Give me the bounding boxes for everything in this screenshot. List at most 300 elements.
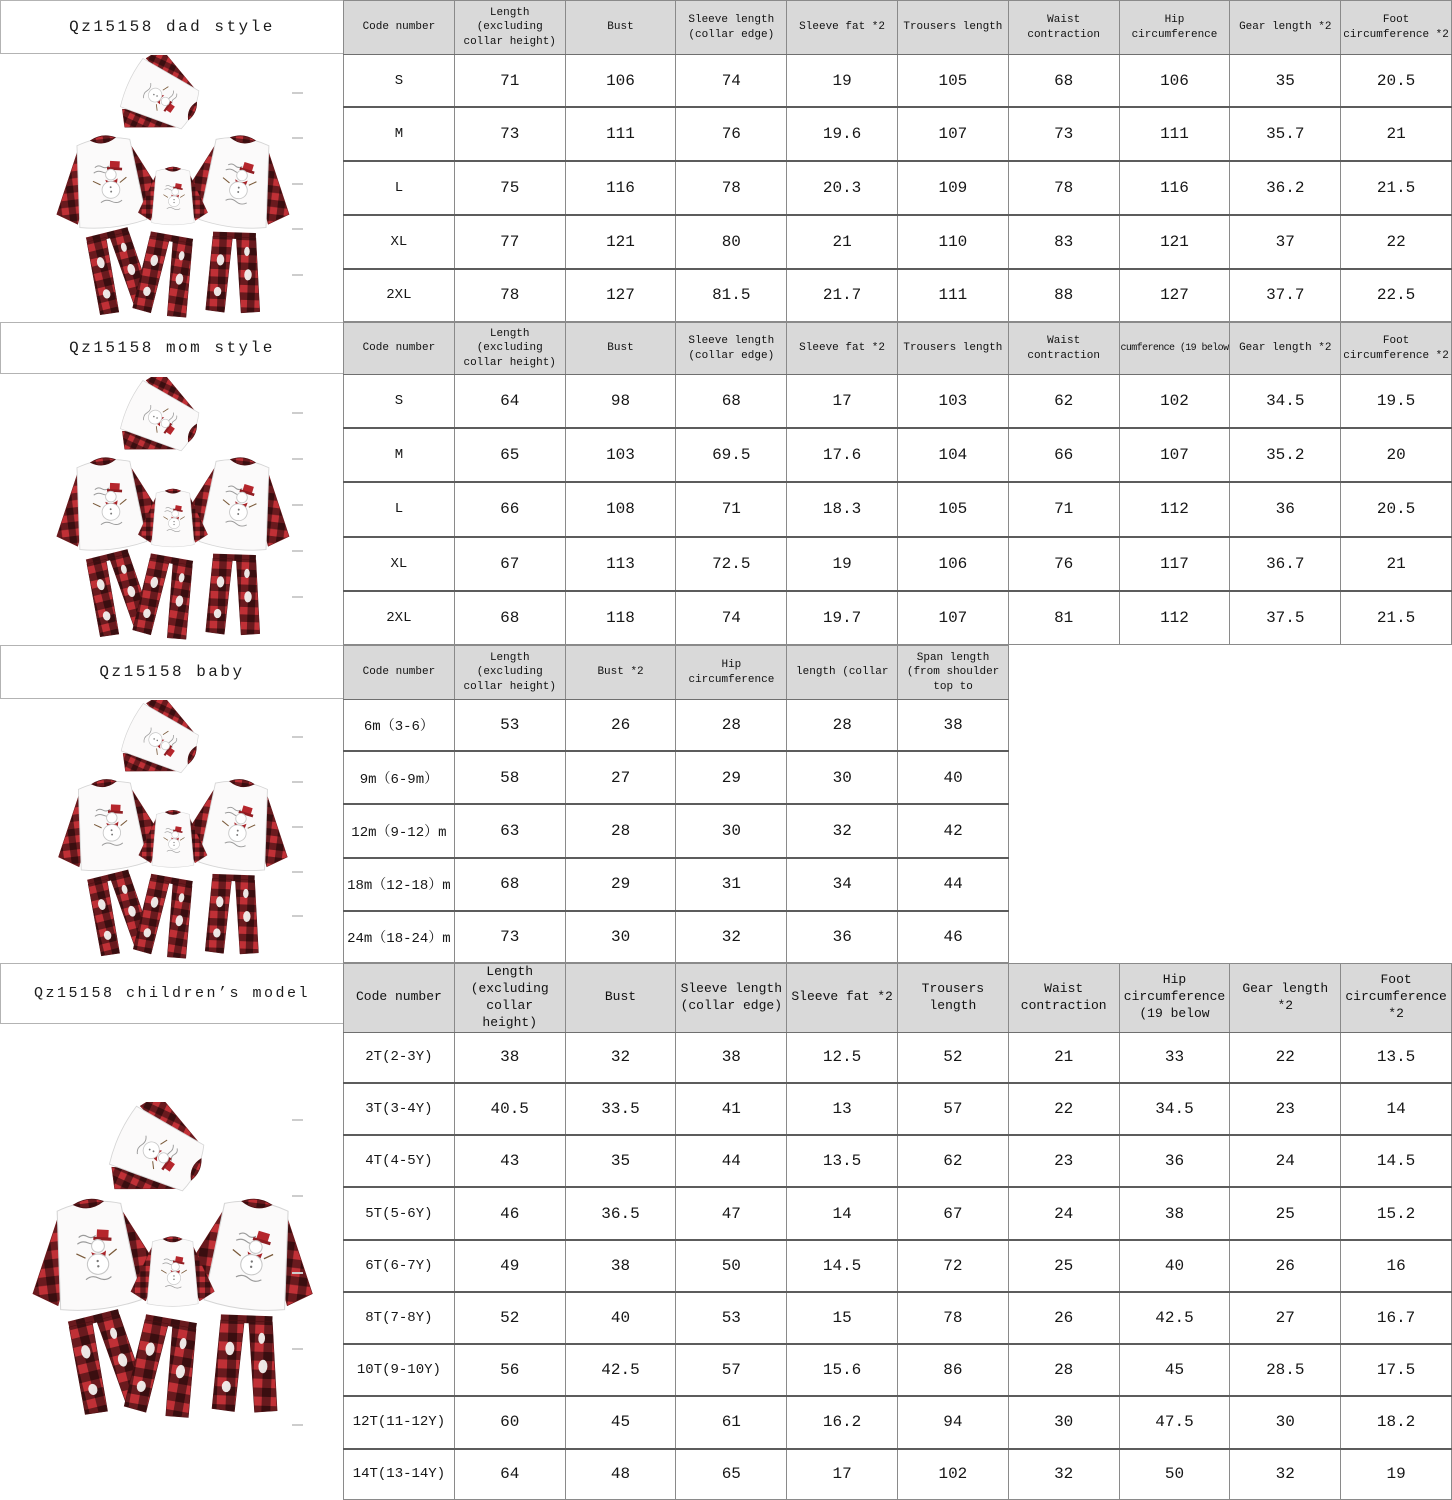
measure-cell: 77 (454, 215, 565, 269)
measure-cell: 19 (1341, 1449, 1452, 1500)
measure-cell: 33.5 (565, 1083, 676, 1135)
measure-cell: 64 (454, 1449, 565, 1500)
measure-cell: 78 (676, 161, 787, 215)
column-header: Length (excluding collar height) (454, 964, 565, 1033)
tick-mark (292, 736, 303, 738)
measure-cell: 26 (1230, 1240, 1341, 1292)
size-code-cell: L (344, 482, 455, 537)
measure-cell: 72 (897, 1240, 1008, 1292)
measure-cell: 27 (565, 751, 676, 804)
table-row (344, 55, 1452, 108)
tick-mark (292, 274, 303, 276)
measure-cell: 108 (565, 482, 676, 537)
measure-cell: 19 (787, 55, 898, 108)
section-dad (0, 0, 1452, 322)
tick-mark (292, 915, 303, 917)
measure-cell: 107 (897, 591, 1008, 644)
measure-cell: 116 (565, 161, 676, 215)
measure-cell: 110 (897, 215, 1008, 269)
measure-cell: 17.5 (1341, 1344, 1452, 1396)
measure-cell: 13 (787, 1083, 898, 1135)
measure-cell: 19.5 (1341, 375, 1452, 428)
measure-cell: 25 (1230, 1187, 1341, 1239)
measure-cell: 26 (1008, 1292, 1119, 1344)
column-header: Sleeve length (collar edge) (676, 1, 787, 55)
measure-cell: 16.7 (1341, 1292, 1452, 1344)
table-row (344, 1135, 1452, 1187)
measure-cell: 106 (897, 537, 1008, 592)
measure-cell: 68 (454, 858, 565, 911)
column-header: Sleeve length (collar edge) (676, 964, 787, 1033)
measure-cell: 112 (1119, 482, 1230, 537)
measure-cell: 104 (897, 428, 1008, 483)
measure-cell: 15.2 (1341, 1187, 1452, 1239)
measure-cell: 19.7 (787, 591, 898, 644)
tick-mark (292, 92, 303, 94)
measure-cell: 74 (676, 55, 787, 108)
measure-cell: 81 (1008, 591, 1119, 644)
measure-cell: 72.5 (676, 537, 787, 592)
measure-cell: 25 (1008, 1240, 1119, 1292)
measure-cell: 22 (1230, 1032, 1341, 1083)
measure-cell: 81.5 (676, 269, 787, 322)
table-row (344, 858, 1009, 911)
measure-cell: 53 (454, 700, 565, 752)
measure-cell: 38 (1119, 1187, 1230, 1239)
measure-cell: 24 (1230, 1135, 1341, 1187)
measure-cell: 18.3 (787, 482, 898, 537)
column-header: Code number (344, 964, 455, 1033)
table-row (344, 161, 1452, 215)
column-header: Bust *2 (565, 646, 676, 700)
tick-mark (292, 458, 303, 460)
tick-mark (292, 826, 303, 828)
measure-cell: 47.5 (1119, 1396, 1230, 1448)
measure-cell: 20 (1341, 428, 1452, 483)
measure-cell: 28.5 (1230, 1344, 1341, 1396)
column-header: Span length (from shoulder top to (898, 646, 1009, 700)
table-row (344, 1240, 1452, 1292)
column-header: Sleeve fat *2 (787, 323, 898, 375)
measure-cell: 38 (565, 1240, 676, 1292)
pajama-set-image (22, 377, 322, 643)
measure-cell: 68 (454, 591, 565, 644)
column-header: Code number (344, 1, 455, 55)
pajama-set-image (22, 55, 322, 321)
measure-cell: 28 (676, 700, 787, 752)
tick-mark (292, 1272, 303, 1274)
header-row (344, 964, 1452, 1033)
measure-cell: 45 (1119, 1344, 1230, 1396)
measure-cell: 76 (1008, 537, 1119, 592)
section-baby-left (0, 645, 343, 963)
tick-mark (292, 137, 303, 139)
table-row (344, 1344, 1452, 1396)
measure-cell: 41 (676, 1083, 787, 1135)
column-header: Waist contraction (1008, 323, 1119, 375)
tick-mark (292, 1195, 303, 1197)
measure-cell: 78 (454, 269, 565, 322)
measure-cell: 50 (1119, 1449, 1230, 1500)
measure-cell: 111 (897, 269, 1008, 322)
measure-cell: 32 (1230, 1449, 1341, 1500)
measure-cell: 109 (897, 161, 1008, 215)
measure-cell: 42.5 (565, 1344, 676, 1396)
size-code-cell: 2XL (344, 591, 455, 644)
size-code-cell: 8T(7-8Y) (344, 1292, 455, 1344)
measure-cell: 15 (787, 1292, 898, 1344)
column-header: Waist contraction (1008, 1, 1119, 55)
measure-cell: 19 (787, 537, 898, 592)
measure-cell: 16 (1341, 1240, 1452, 1292)
table-row (344, 1187, 1452, 1239)
measure-cell: 76 (676, 107, 787, 161)
header-row (344, 646, 1009, 700)
measure-cell: 42 (898, 804, 1009, 857)
column-header: Foot circumference *2 (1341, 1, 1452, 55)
measure-cell: 19.6 (787, 107, 898, 161)
measure-cell: 53 (676, 1292, 787, 1344)
size-code-cell: XL (344, 215, 455, 269)
measure-cell: 69.5 (676, 428, 787, 483)
measure-cell: 57 (897, 1083, 1008, 1135)
column-header: length (collar (787, 646, 898, 700)
size-code-cell: 14T(13-14Y) (344, 1449, 455, 1500)
measure-cell: 48 (565, 1449, 676, 1500)
measure-cell: 21.5 (1341, 161, 1452, 215)
table-row (344, 537, 1452, 592)
column-header: Foot circumference *2 (1341, 323, 1452, 375)
measure-cell: 21 (1008, 1032, 1119, 1083)
measure-cell: 86 (897, 1344, 1008, 1396)
measure-cell: 118 (565, 591, 676, 644)
measure-cell: 34 (787, 858, 898, 911)
column-header: Sleeve fat *2 (787, 1, 898, 55)
measure-cell: 107 (897, 107, 1008, 161)
measure-cell: 88 (1008, 269, 1119, 322)
column-header: Foot circumference *2 (1341, 964, 1452, 1033)
header-row (344, 323, 1452, 375)
table-row (344, 215, 1452, 269)
size-code-cell: M (344, 428, 455, 483)
table-row (344, 1449, 1452, 1500)
measure-cell: 36.2 (1230, 161, 1341, 215)
column-header: Gear length *2 (1230, 1, 1341, 55)
measure-cell: 116 (1119, 161, 1230, 215)
measure-cell: 27 (1230, 1292, 1341, 1344)
measure-cell: 75 (454, 161, 565, 215)
measure-cell: 31 (676, 858, 787, 911)
section-title-mom: Qz15158 mom style (0, 322, 343, 374)
measure-cell: 62 (897, 1135, 1008, 1187)
measure-cell: 28 (565, 804, 676, 857)
table-row (344, 1396, 1452, 1448)
measure-cell: 30 (1008, 1396, 1119, 1448)
pajama-set-image (22, 700, 322, 962)
section-title-dad: Qz15158 dad style (0, 0, 343, 54)
column-header: Bust (565, 1, 676, 55)
tick-mark (292, 596, 303, 598)
measure-cell: 29 (565, 858, 676, 911)
column-header: Gear length *2 (1230, 323, 1341, 375)
measure-cell: 60 (454, 1396, 565, 1448)
size-code-cell: S (344, 55, 455, 108)
size-code-cell: 12m（9-12）m (344, 804, 455, 857)
measure-cell: 37.5 (1230, 591, 1341, 644)
column-header: Length (excluding collar height) (454, 323, 565, 375)
measure-cell: 103 (565, 428, 676, 483)
measure-cell: 66 (1008, 428, 1119, 483)
measure-cell: 30 (676, 804, 787, 857)
section-title-baby: Qz15158 baby (0, 645, 343, 699)
measure-cell: 28 (1008, 1344, 1119, 1396)
measure-cell: 73 (454, 107, 565, 161)
column-header: cumference (19 below (1119, 323, 1230, 375)
measure-cell: 36 (1230, 482, 1341, 537)
measure-cell: 102 (897, 1449, 1008, 1500)
column-header: Length (excluding collar height) (454, 646, 565, 700)
measure-cell: 57 (676, 1344, 787, 1396)
measure-cell: 38 (454, 1032, 565, 1083)
measure-cell: 94 (897, 1396, 1008, 1448)
measure-cell: 40 (898, 751, 1009, 804)
table-row (344, 1032, 1452, 1083)
measure-cell: 13.5 (787, 1135, 898, 1187)
product-image-children (0, 1024, 343, 1500)
measure-cell: 38 (676, 1032, 787, 1083)
measure-cell: 61 (676, 1396, 787, 1448)
measure-cell: 46 (454, 1187, 565, 1239)
measure-cell: 121 (1119, 215, 1230, 269)
size-code-cell: 9m（6-9m） (344, 751, 455, 804)
measure-cell: 24 (1008, 1187, 1119, 1239)
measure-cell: 30 (787, 751, 898, 804)
size-table-children (343, 963, 1452, 1500)
measure-cell: 36.5 (565, 1187, 676, 1239)
tick-mark (292, 781, 303, 783)
section-mom (0, 322, 1452, 645)
measure-cell: 17.6 (787, 428, 898, 483)
measure-cell: 103 (897, 375, 1008, 428)
section-children-left (0, 963, 343, 1500)
column-header: Gear length *2 (1230, 964, 1341, 1033)
measure-cell: 35.7 (1230, 107, 1341, 161)
measure-cell: 106 (565, 55, 676, 108)
column-header: Bust (565, 323, 676, 375)
measure-cell: 47 (676, 1187, 787, 1239)
measure-cell: 64 (454, 375, 565, 428)
tick-mark (292, 550, 303, 552)
measure-cell: 22 (1008, 1083, 1119, 1135)
measure-cell: 12.5 (787, 1032, 898, 1083)
measure-cell: 28 (787, 700, 898, 752)
table-row (344, 107, 1452, 161)
size-code-cell: M (344, 107, 455, 161)
measure-cell: 65 (454, 428, 565, 483)
measure-cell: 52 (897, 1032, 1008, 1083)
size-code-cell: 6m（3-6） (344, 700, 455, 752)
measure-cell: 71 (676, 482, 787, 537)
column-header: Sleeve length (collar edge) (676, 323, 787, 375)
measure-cell: 26 (565, 700, 676, 752)
column-header: Code number (344, 323, 455, 375)
measure-cell: 14 (1341, 1083, 1452, 1135)
tick-mark (292, 183, 303, 185)
measure-cell: 62 (1008, 375, 1119, 428)
column-header: Length (excluding collar height) (454, 1, 565, 55)
measure-cell: 50 (676, 1240, 787, 1292)
measure-cell: 20.5 (1341, 55, 1452, 108)
measure-cell: 44 (676, 1135, 787, 1187)
measure-cell: 80 (676, 215, 787, 269)
column-header: Waist contraction (1008, 964, 1119, 1033)
measure-cell: 67 (454, 537, 565, 592)
measure-cell: 121 (565, 215, 676, 269)
measure-cell: 40 (565, 1292, 676, 1344)
table-row (344, 428, 1452, 483)
measure-cell: 18.2 (1341, 1396, 1452, 1448)
column-header: Trousers length (897, 964, 1008, 1033)
measure-cell: 105 (897, 482, 1008, 537)
table-row (344, 591, 1452, 644)
measure-cell: 15.6 (787, 1344, 898, 1396)
measure-cell: 78 (1008, 161, 1119, 215)
measure-cell: 113 (565, 537, 676, 592)
measure-cell: 43 (454, 1135, 565, 1187)
measure-cell: 23 (1008, 1135, 1119, 1187)
measure-cell: 22 (1341, 215, 1452, 269)
measure-cell: 71 (1008, 482, 1119, 537)
measure-cell: 20.5 (1341, 482, 1452, 537)
measure-cell: 21 (787, 215, 898, 269)
section-mom-left (0, 322, 343, 645)
size-code-cell: 24m（18-24）m (344, 911, 455, 963)
measure-cell: 36.7 (1230, 537, 1341, 592)
measure-cell: 73 (454, 911, 565, 963)
measure-cell: 32 (787, 804, 898, 857)
measure-cell: 32 (676, 911, 787, 963)
measure-cell: 68 (1008, 55, 1119, 108)
measure-cell: 73 (1008, 107, 1119, 161)
measure-cell: 74 (676, 591, 787, 644)
measure-cell: 36 (787, 911, 898, 963)
table-row (344, 700, 1009, 752)
tick-mark (292, 228, 303, 230)
measure-cell: 35 (1230, 55, 1341, 108)
pajama-set-image (3, 1102, 340, 1422)
measure-cell: 21.5 (1341, 591, 1452, 644)
measure-cell: 23 (1230, 1083, 1341, 1135)
measure-cell: 78 (897, 1292, 1008, 1344)
measure-cell: 68 (676, 375, 787, 428)
measure-cell: 66 (454, 482, 565, 537)
measure-cell: 127 (1119, 269, 1230, 322)
size-code-cell: 18m（12-18）m (344, 858, 455, 911)
measure-cell: 49 (454, 1240, 565, 1292)
tick-mark (292, 871, 303, 873)
measure-cell: 42.5 (1119, 1292, 1230, 1344)
measure-cell: 127 (565, 269, 676, 322)
section-children (0, 963, 1452, 1500)
measure-cell: 16.2 (787, 1396, 898, 1448)
column-header: Bust (565, 964, 676, 1033)
measure-cell: 21 (1341, 107, 1452, 161)
column-header: Sleeve fat *2 (787, 964, 898, 1033)
measure-cell: 37.7 (1230, 269, 1341, 322)
measure-cell: 111 (1119, 107, 1230, 161)
measure-cell: 22.5 (1341, 269, 1452, 322)
measure-cell: 14 (787, 1187, 898, 1239)
measure-cell: 21.7 (787, 269, 898, 322)
measure-cell: 58 (454, 751, 565, 804)
measure-cell: 44 (898, 858, 1009, 911)
measure-cell: 67 (897, 1187, 1008, 1239)
tick-mark (292, 1119, 303, 1121)
size-code-cell: 2T(2-3Y) (344, 1032, 455, 1083)
size-code-cell: 4T(4-5Y) (344, 1135, 455, 1187)
measure-cell: 40 (1119, 1240, 1230, 1292)
table-row (344, 375, 1452, 428)
table-row (344, 804, 1009, 857)
measure-cell: 36 (1119, 1135, 1230, 1187)
product-image-mom (0, 374, 343, 645)
measure-cell: 30 (1230, 1396, 1341, 1448)
measure-cell: 35.2 (1230, 428, 1341, 483)
column-header: Hip circumference (19 below (1119, 964, 1230, 1033)
measure-cell: 32 (565, 1032, 676, 1083)
measure-cell: 20.3 (787, 161, 898, 215)
column-header: Trousers length (897, 323, 1008, 375)
tick-mark (292, 504, 303, 506)
measure-cell: 107 (1119, 428, 1230, 483)
measure-cell: 71 (454, 55, 565, 108)
measure-cell: 65 (676, 1449, 787, 1500)
section-dad-left (0, 0, 343, 322)
measure-cell: 105 (897, 55, 1008, 108)
table-row (344, 482, 1452, 537)
measure-cell: 45 (565, 1396, 676, 1448)
measure-cell: 30 (565, 911, 676, 963)
measure-cell: 83 (1008, 215, 1119, 269)
table-row (344, 911, 1009, 963)
measure-cell: 33 (1119, 1032, 1230, 1083)
measure-cell: 117 (1119, 537, 1230, 592)
section-baby (0, 645, 1452, 963)
size-table-baby (343, 645, 1009, 963)
section-title-children: Qz15158 children’s model (0, 963, 343, 1024)
measure-cell: 56 (454, 1344, 565, 1396)
tick-mark (292, 1424, 303, 1426)
measure-cell: 52 (454, 1292, 565, 1344)
measure-cell: 34.5 (1119, 1083, 1230, 1135)
measure-cell: 21 (1341, 537, 1452, 592)
measure-cell: 34.5 (1230, 375, 1341, 428)
measure-cell: 98 (565, 375, 676, 428)
size-code-cell: 5T(5-6Y) (344, 1187, 455, 1239)
size-code-cell: 3T(3-4Y) (344, 1083, 455, 1135)
measure-cell: 17 (787, 1449, 898, 1500)
size-table-dad (343, 0, 1452, 322)
tick-mark (292, 412, 303, 414)
measure-cell: 13.5 (1341, 1032, 1452, 1083)
header-row (344, 1, 1452, 55)
column-header: Hip circumference (676, 646, 787, 700)
measure-cell: 17 (787, 375, 898, 428)
measure-cell: 14.5 (1341, 1135, 1452, 1187)
measure-cell: 106 (1119, 55, 1230, 108)
measure-cell: 32 (1008, 1449, 1119, 1500)
measure-cell: 102 (1119, 375, 1230, 428)
